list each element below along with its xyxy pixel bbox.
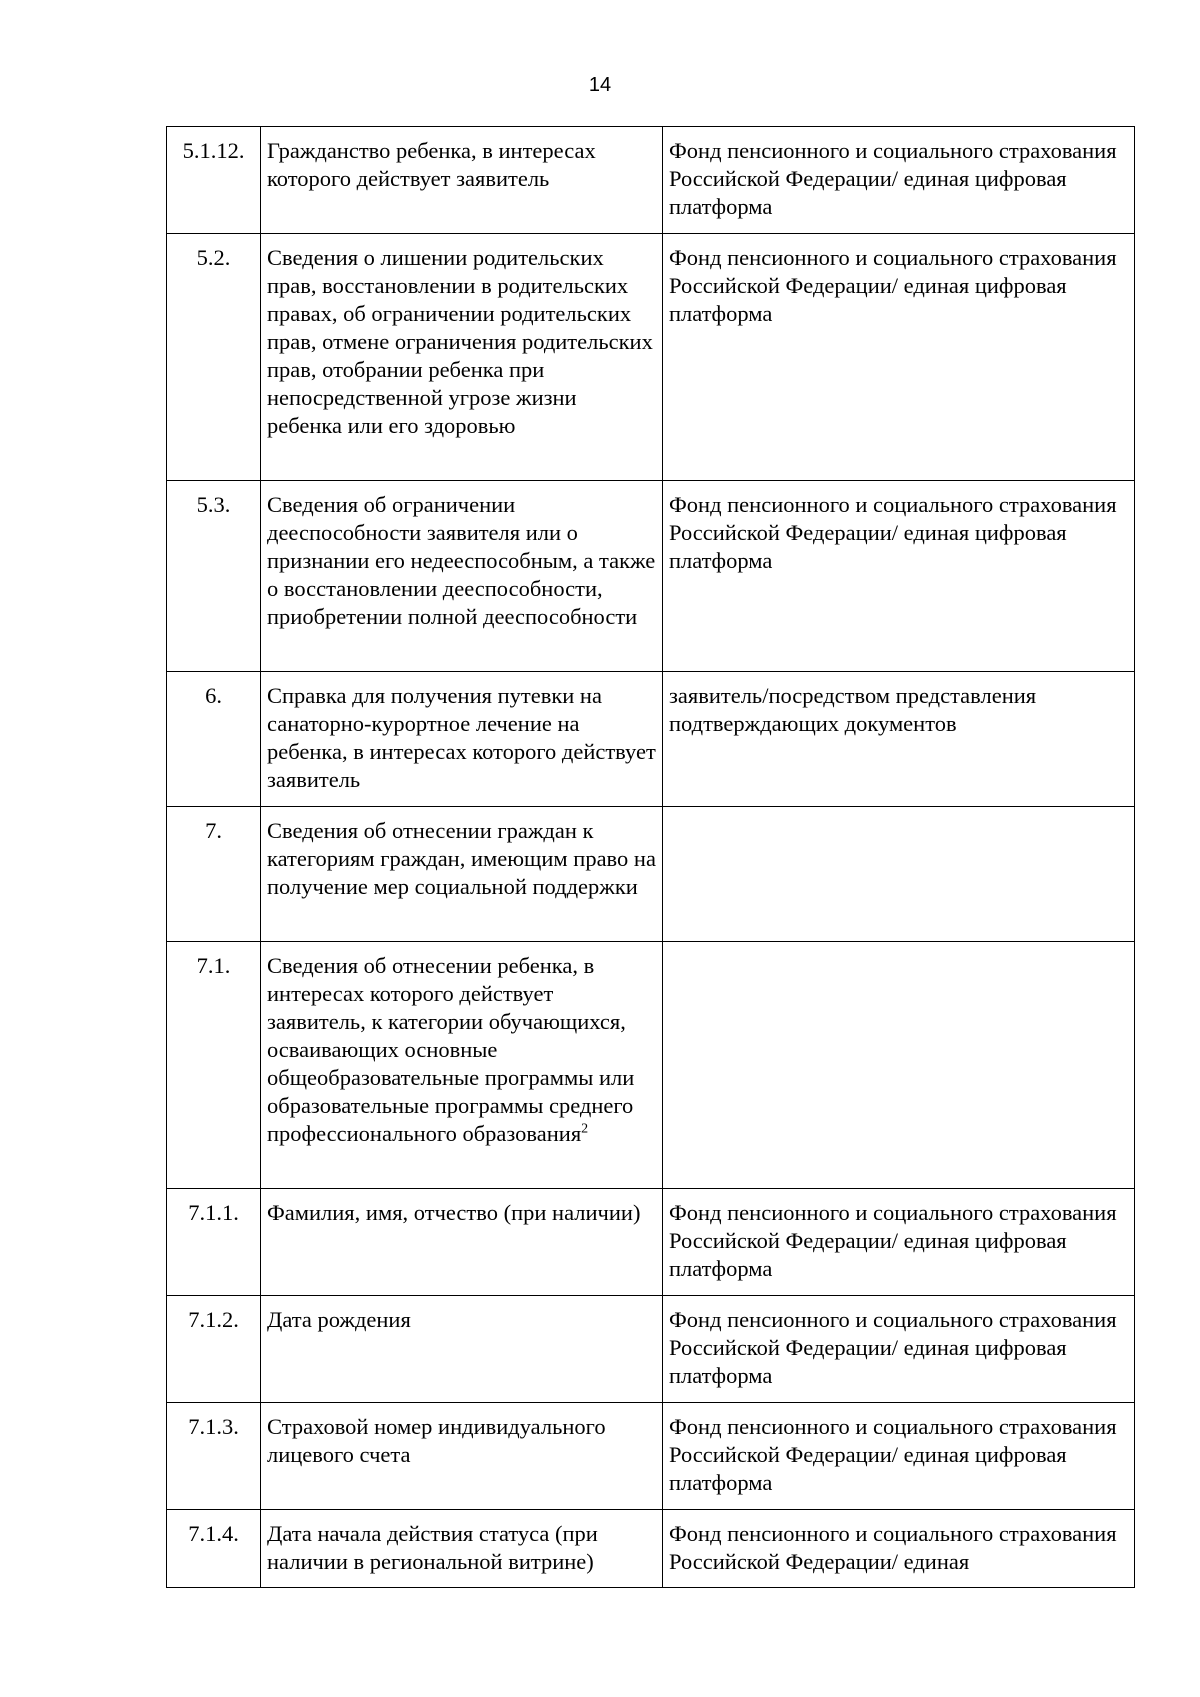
row-source: Фонд пенсионного и социального страхования Российской Федерации/ единая цифровая платформа	[663, 1296, 1135, 1403]
table-row	[167, 481, 1135, 672]
table-row	[167, 1403, 1135, 1510]
table-row	[167, 942, 1135, 1189]
row-number: 5.3.	[167, 481, 261, 672]
data-sources-table	[166, 126, 1135, 1588]
table-row	[167, 234, 1135, 481]
row-information-text: Сведения об отнесении ребенка, в интересах которого действует заявитель, к категории обучающихся, осваивающих основные общеобразовательные программы или образовательные программы среднего профессионального образования	[267, 953, 635, 1146]
row-information: Справка для получения путевки на санаторно-курортное лечение на ребенка, в интересах которого действует заявитель	[261, 672, 663, 807]
row-information	[261, 942, 663, 1189]
table-row	[167, 672, 1135, 807]
row-number: 7.	[167, 807, 261, 942]
row-number: 7.1.2.	[167, 1296, 261, 1403]
row-source: Фонд пенсионного и социального страхования Российской Федерации/ единая цифровая платформа	[663, 1403, 1135, 1510]
table-row	[167, 1510, 1135, 1588]
row-information: Сведения об отнесении граждан к категориям граждан, имеющим право на получение мер социальной поддержки	[261, 807, 663, 942]
row-source: Фонд пенсионного и социального страхования Российской Федерации/ единая цифровая платформа	[663, 127, 1135, 234]
row-number: 5.1.12.	[167, 127, 261, 234]
table-row	[167, 807, 1135, 942]
row-number: 6.	[167, 672, 261, 807]
row-number: 7.1.3.	[167, 1403, 261, 1510]
row-information: Дата рождения	[261, 1296, 663, 1403]
row-source: Фонд пенсионного и социального страхования Российской Федерации/ единая цифровая платформа	[663, 1189, 1135, 1296]
row-information: Сведения об ограничении дееспособности заявителя или о признании его недееспособным, а также о восстановлении дееспособности, приобретении полной дееспособности	[261, 481, 663, 672]
row-source: заявитель/посредством представления подтверждающих документов	[663, 672, 1135, 807]
table-row	[167, 1189, 1135, 1296]
row-source: Фонд пенсионного и социального страхования Российской Федерации/ единая цифровая платформа	[663, 481, 1135, 672]
row-source	[663, 942, 1135, 1189]
row-information: Дата начала действия статуса (при наличии в региональной витрине)	[261, 1510, 663, 1588]
page-number: 14	[588, 74, 612, 96]
row-information: Фамилия, имя, отчество (при наличии)	[261, 1189, 663, 1296]
row-information: Сведения о лишении родительских прав, восстановлении в родительских правах, об ограничении родительских прав, отмене ограничения родительских прав, отобрании ребенка при непосредственной угрозе жизни ребенка или его здоровью	[261, 234, 663, 481]
row-number: 7.1.	[167, 942, 261, 1189]
row-number: 5.2.	[167, 234, 261, 481]
row-number: 7.1.4.	[167, 1510, 261, 1588]
table-row	[167, 127, 1135, 234]
row-source: Фонд пенсионного и социального страхования Российской Федерации/ единая	[663, 1510, 1135, 1588]
row-source	[663, 807, 1135, 942]
row-information: Страховой номер индивидуального лицевого счета	[261, 1403, 663, 1510]
row-information: Гражданство ребенка, в интересах которого действует заявитель	[261, 127, 663, 234]
footnote-marker: 2	[581, 1121, 589, 1137]
row-source: Фонд пенсионного и социального страхования Российской Федерации/ единая цифровая платформа	[663, 234, 1135, 481]
table-row	[167, 1296, 1135, 1403]
row-number: 7.1.1.	[167, 1189, 261, 1296]
